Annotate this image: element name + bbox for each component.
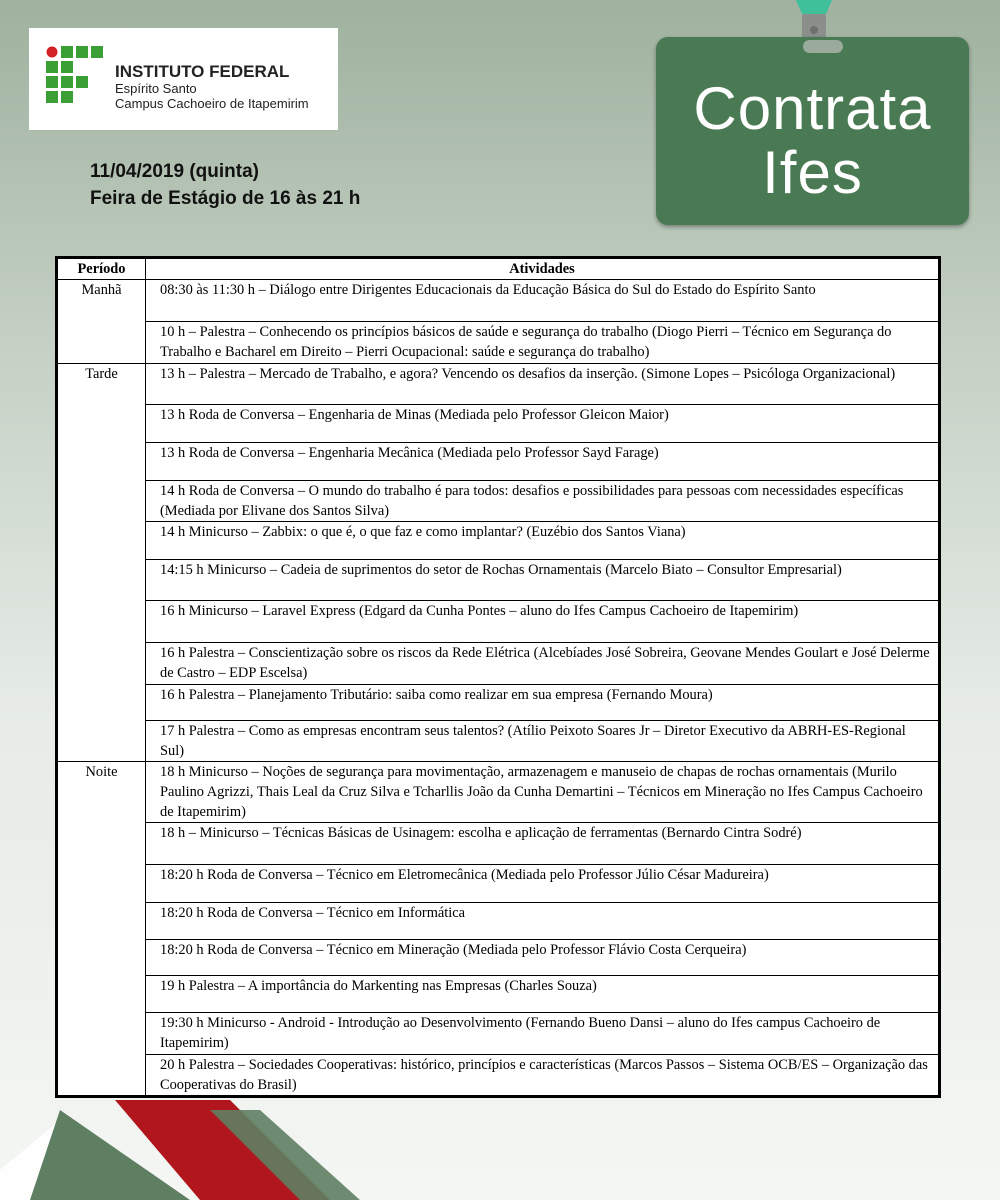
table-row: [58, 1055, 939, 1096]
event-title: Feira de Estágio de 16 às 21 h: [90, 188, 361, 209]
badge-line-1: Contrata: [693, 75, 932, 142]
period-cell: Noite: [58, 762, 146, 1096]
badge-slot: [803, 40, 843, 53]
period-cell: Tarde: [58, 364, 146, 762]
table-row: [58, 364, 939, 405]
logo-institution-name: INSTITUTO FEDERAL: [115, 62, 290, 81]
table-row: [58, 823, 939, 865]
header-period: Período: [58, 259, 146, 280]
activity-cell: 14 h Roda de Conversa – O mundo do trabalho é para todos: desafios e possibilidades para pessoas com necessidades específicas (Mediada por Elivane dos Santos Silva): [146, 481, 939, 522]
activity-cell: 16 h Palestra – Conscientização sobre os riscos da Rede Elétrica (Alcebíades José Sobreira, Geovane Mendes Goulart e José Delerme de Castro – EDP Escelsa): [146, 643, 939, 685]
table-row: [58, 762, 939, 823]
activity-cell: 19:30 h Minicurso - Android - Introdução ao Desenvolvimento (Fernando Bueno Dansi – aluno do Ifes campus Cachoeiro de Itapemirim): [146, 1013, 939, 1055]
activity-cell: 16 h Palestra – Planejamento Tributário: saiba como realizar em sua empresa (Fernando Moura): [146, 685, 939, 721]
table-row: [58, 685, 939, 721]
activity-cell: 18:20 h Roda de Conversa – Técnico em Eletromecânica (Mediada pelo Professor Júlio César Madureira): [146, 865, 939, 903]
activity-cell: 16 h Minicurso – Laravel Express (Edgard da Cunha Pontes – aluno do Ifes Campus Cachoeiro de Itapemirim): [146, 601, 939, 643]
table-row: [58, 643, 939, 685]
activity-cell: 10 h – Palestra – Conhecendo os princípios básicos de saúde e segurança do trabalho (Diogo Pierri – Técnico em Segurança do Trabalho e Bacharel em Direito – Pierri Ocupacional: saúde e segurança do trabalho): [146, 322, 939, 364]
logo-campus: Campus Cachoeiro de Itapemirim: [115, 96, 309, 111]
table-row: [58, 405, 939, 443]
logo-state: Espírito Santo: [115, 81, 197, 96]
table-row: [58, 903, 939, 940]
activity-cell: 13 h – Palestra – Mercado de Trabalho, e agora? Vencendo os desafios da inserção. (Simone Lopes – Psicóloga Organizacional): [146, 364, 939, 405]
activity-cell: 18:20 h Roda de Conversa – Técnico em Mineração (Mediada pelo Professor Flávio Costa Cerqueira): [146, 940, 939, 976]
activity-cell: 17 h Palestra – Como as empresas encontram seus talentos? (Atílio Peixoto Soares Jr – Diretor Executivo da ABRH-ES-Regional Sul): [146, 721, 939, 762]
activity-cell: 18 h Minicurso – Noções de segurança para movimentação, armazenagem e manuseio de chapas de rochas ornamentais (Murilo Paulino Agrizzi, Thais Leal da Cruz Silva e Tcharllis João da Cunha Demartini – Técnicos em Mineração no Ifes Campus Cachoeiro de Itapemirim): [146, 762, 939, 823]
table-row: [58, 522, 939, 560]
table-row: [58, 865, 939, 903]
activity-cell: 18 h – Minicurso – Técnicas Básicas de Usinagem: escolha e aplicação de ferramentas (Bernardo Cintra Sodré): [146, 823, 939, 865]
institution-logo: [29, 28, 338, 130]
event-date: 11/04/2019 (quinta): [90, 161, 259, 182]
period-cell: Manhã: [58, 280, 146, 364]
activity-cell: 08:30 às 11:30 h – Diálogo entre Dirigentes Educacionais da Educação Básica do Sul do Estado do Espírito Santo: [146, 280, 939, 322]
activity-cell: 13 h Roda de Conversa – Engenharia de Minas (Mediada pelo Professor Gleicon Maior): [146, 405, 939, 443]
activity-cell: 13 h Roda de Conversa – Engenharia Mecânica (Mediada pelo Professor Sayd Farage): [146, 443, 939, 481]
schedule-table-container: [55, 256, 941, 1098]
activity-cell: 19 h Palestra – A importância do Markenting nas Empresas (Charles Souza): [146, 976, 939, 1013]
table-row: [58, 1013, 939, 1055]
table-row: [58, 721, 939, 762]
table-row: [58, 601, 939, 643]
schedule-body: [58, 280, 939, 1096]
table-row: [58, 322, 939, 364]
contrata-ifes-badge: [656, 37, 969, 225]
activity-cell: 18:20 h Roda de Conversa – Técnico em Informática: [146, 903, 939, 940]
header-activities: Atividades: [146, 259, 939, 280]
table-header-row: [58, 259, 939, 280]
table-row: [58, 481, 939, 522]
activity-cell: 14:15 h Minicurso – Cadeia de suprimentos do setor de Rochas Ornamentais (Marcelo Biato – Consultor Empresarial): [146, 560, 939, 601]
table-row: [58, 976, 939, 1013]
activity-cell: 14 h Minicurso – Zabbix: o que é, o que faz e como implantar? (Euzébio dos Santos Viana): [146, 522, 939, 560]
logo-squares-icon: [46, 46, 103, 103]
table-row: [58, 280, 939, 322]
schedule-table: [57, 258, 939, 1096]
event-info: [90, 158, 360, 212]
badge-line-2: Ifes: [762, 139, 863, 206]
activity-cell: 20 h Palestra – Sociedades Cooperativas: histórico, princípios e características (Marcos Passos – Sistema OCB/ES – Organização das Cooperativas do Brasil): [146, 1055, 939, 1096]
table-row: [58, 443, 939, 481]
table-row: [58, 940, 939, 976]
table-row: [58, 560, 939, 601]
